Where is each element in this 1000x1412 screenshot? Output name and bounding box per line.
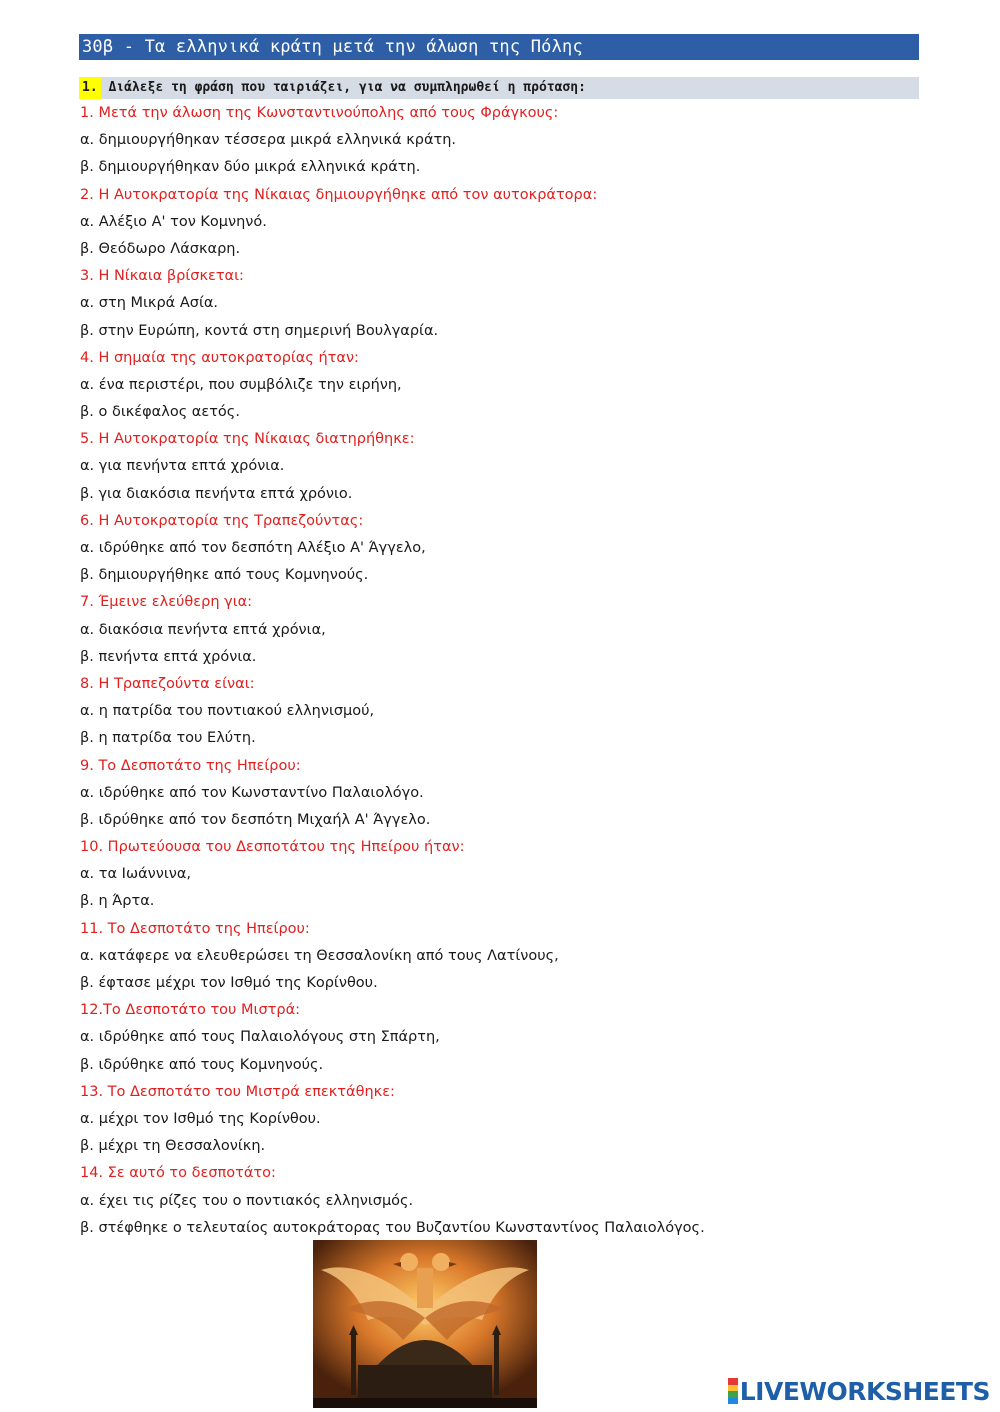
liveworksheets-logo (728, 1376, 990, 1406)
answer-option[interactable]: β. έφτασε μέχρι τον Ισθμό της Κορίνθου. (80, 975, 378, 991)
question-text: 3. Η Νίκαια βρίσκεται: (80, 268, 244, 285)
question-text: 4. Η σημαία της αυτοκρατορίας ήταν: (80, 349, 359, 366)
answer-option[interactable]: α. διακόσια πενήντα επτά χρόνια, (80, 621, 326, 638)
question-text: 5. Η Αυτοκρατορία της Νίκαιας διατηρήθηκε: (80, 431, 415, 448)
answer-option[interactable]: β. δημιουργήθηκε από τους Κομνηνούς. (80, 567, 369, 584)
question-text: 7. Έμεινε ελεύθερη για: (80, 594, 253, 611)
question-text: 2. Η Αυτοκρατορία της Νίκαιας δημιουργήθηκε από τον αυτοκράτορα: (80, 186, 598, 203)
question-text: 11. Το Δεσποτάτο της Ηπείρου: (80, 920, 310, 937)
answer-option[interactable]: β. ιδρύθηκε από τους Κομνηνούς. (80, 1056, 324, 1073)
answer-option[interactable]: α. ιδρύθηκε από τον Κωνσταντίνο Παλαιολόγο. (80, 784, 424, 801)
question-text: 8. Η Τραπεζούντα είναι: (80, 675, 255, 692)
answer-option[interactable]: α. κατάφερε να ελευθερώσει τη Θεσσαλονίκη από τους Λατίνους, (80, 947, 559, 964)
question-text: 9. Το Δεσποτάτο της Ηπείρου: (80, 757, 301, 774)
answer-option[interactable]: α. Αλέξιο Α' τον Κομνηνό. (80, 213, 267, 230)
answer-option[interactable]: β. ο δικέφαλος αετός. (80, 404, 240, 421)
answer-option[interactable]: β. η πατρίδα του Ελύτη. (80, 730, 256, 747)
question-text: 14. Σε αυτό το δεσποτάτο: (80, 1165, 276, 1182)
instruction-bar (79, 77, 919, 99)
answer-option[interactable]: β. ιδρύθηκε από τον δεσπότη Μιχαήλ Α' Άγγελο. (80, 811, 431, 828)
answer-option[interactable]: β. δημιουργήθηκαν δύο μικρά ελληνικά κράτη. (80, 159, 421, 176)
page-title: 30β - Τα ελληνικά κράτη μετά την άλωση της Πόλης (79, 34, 919, 60)
logo-text: LIVEWORKSHEETS (739, 1376, 990, 1406)
answer-option[interactable]: α. τα Ιωάννινα, (80, 866, 192, 883)
question-text: 13. Το Δεσποτάτο του Μιστρά επεκτάθηκε: (80, 1083, 395, 1100)
answer-option[interactable]: α. ιδρύθηκε από τους Παλαιολόγους στη Σπάρτη, (80, 1029, 440, 1046)
answer-option[interactable]: β. για διακόσια πενήντα επτά χρόνιο. (80, 485, 353, 502)
answer-option[interactable]: α. στη Μικρά Ασία. (80, 295, 219, 312)
answer-option[interactable]: α. ένα περιστέρι, που συμβόλιζε την ειρήνη, (80, 376, 402, 393)
answer-option[interactable]: β. μέχρι τη Θεσσαλονίκη. (80, 1138, 266, 1155)
question-text: 1. Μετά την άλωση της Κωνσταντινούπολης από τους Φράγκους: (80, 105, 559, 121)
answer-option[interactable]: β. στέφθηκε ο τελευταίος αυτοκράτορας του Βυζαντίου Κωνσταντίνος Παλαιολόγος. (80, 1219, 705, 1236)
question-text: 6. Η Αυτοκρατορία της Τραπεζούντας: (80, 512, 364, 529)
answer-option[interactable]: α. έχει τις ρίζες του ο ποντιακός ελληνισμός. (80, 1192, 414, 1209)
answer-option[interactable]: β. Θεόδωρο Λάσκαρη. (80, 240, 241, 257)
double-headed-eagle-image (313, 1240, 537, 1408)
question-text: 12.Το Δεσποτάτο του Μιστρά: (80, 1002, 301, 1019)
answer-option[interactable]: α. μέχρι τον Ισθμό της Κορίνθου. (80, 1110, 321, 1127)
question-list (80, 100, 960, 1242)
answer-option[interactable]: β. στην Ευρώπη, κοντά στη σημερινή Βουλγαρία. (80, 322, 439, 339)
instruction-text: Διάλεξε τη φράση που ταιριάζει, για να συμπληρωθεί η πρόταση: (108, 80, 586, 95)
instruction-number: 1. (79, 77, 101, 99)
answer-option[interactable]: α. για πενήντα επτά χρόνια. (80, 458, 285, 475)
logo-icon (728, 1378, 738, 1404)
answer-option[interactable]: β. η Άρτα. (80, 893, 155, 910)
answer-option[interactable]: α. δημιουργήθηκαν τέσσερα μικρά ελληνικά κράτη. (80, 132, 457, 149)
answer-option[interactable]: α. η πατρίδα του ποντιακού ελληνισμού, (80, 703, 375, 720)
answer-option[interactable]: β. πενήντα επτά χρόνια. (80, 648, 257, 665)
answer-option[interactable]: α. ιδρύθηκε από τον δεσπότη Αλέξιο Α' Άγγελο, (80, 540, 426, 556)
question-text: 10. Πρωτεύουσα του Δεσποτάτου της Ηπείρου ήταν: (80, 839, 465, 856)
